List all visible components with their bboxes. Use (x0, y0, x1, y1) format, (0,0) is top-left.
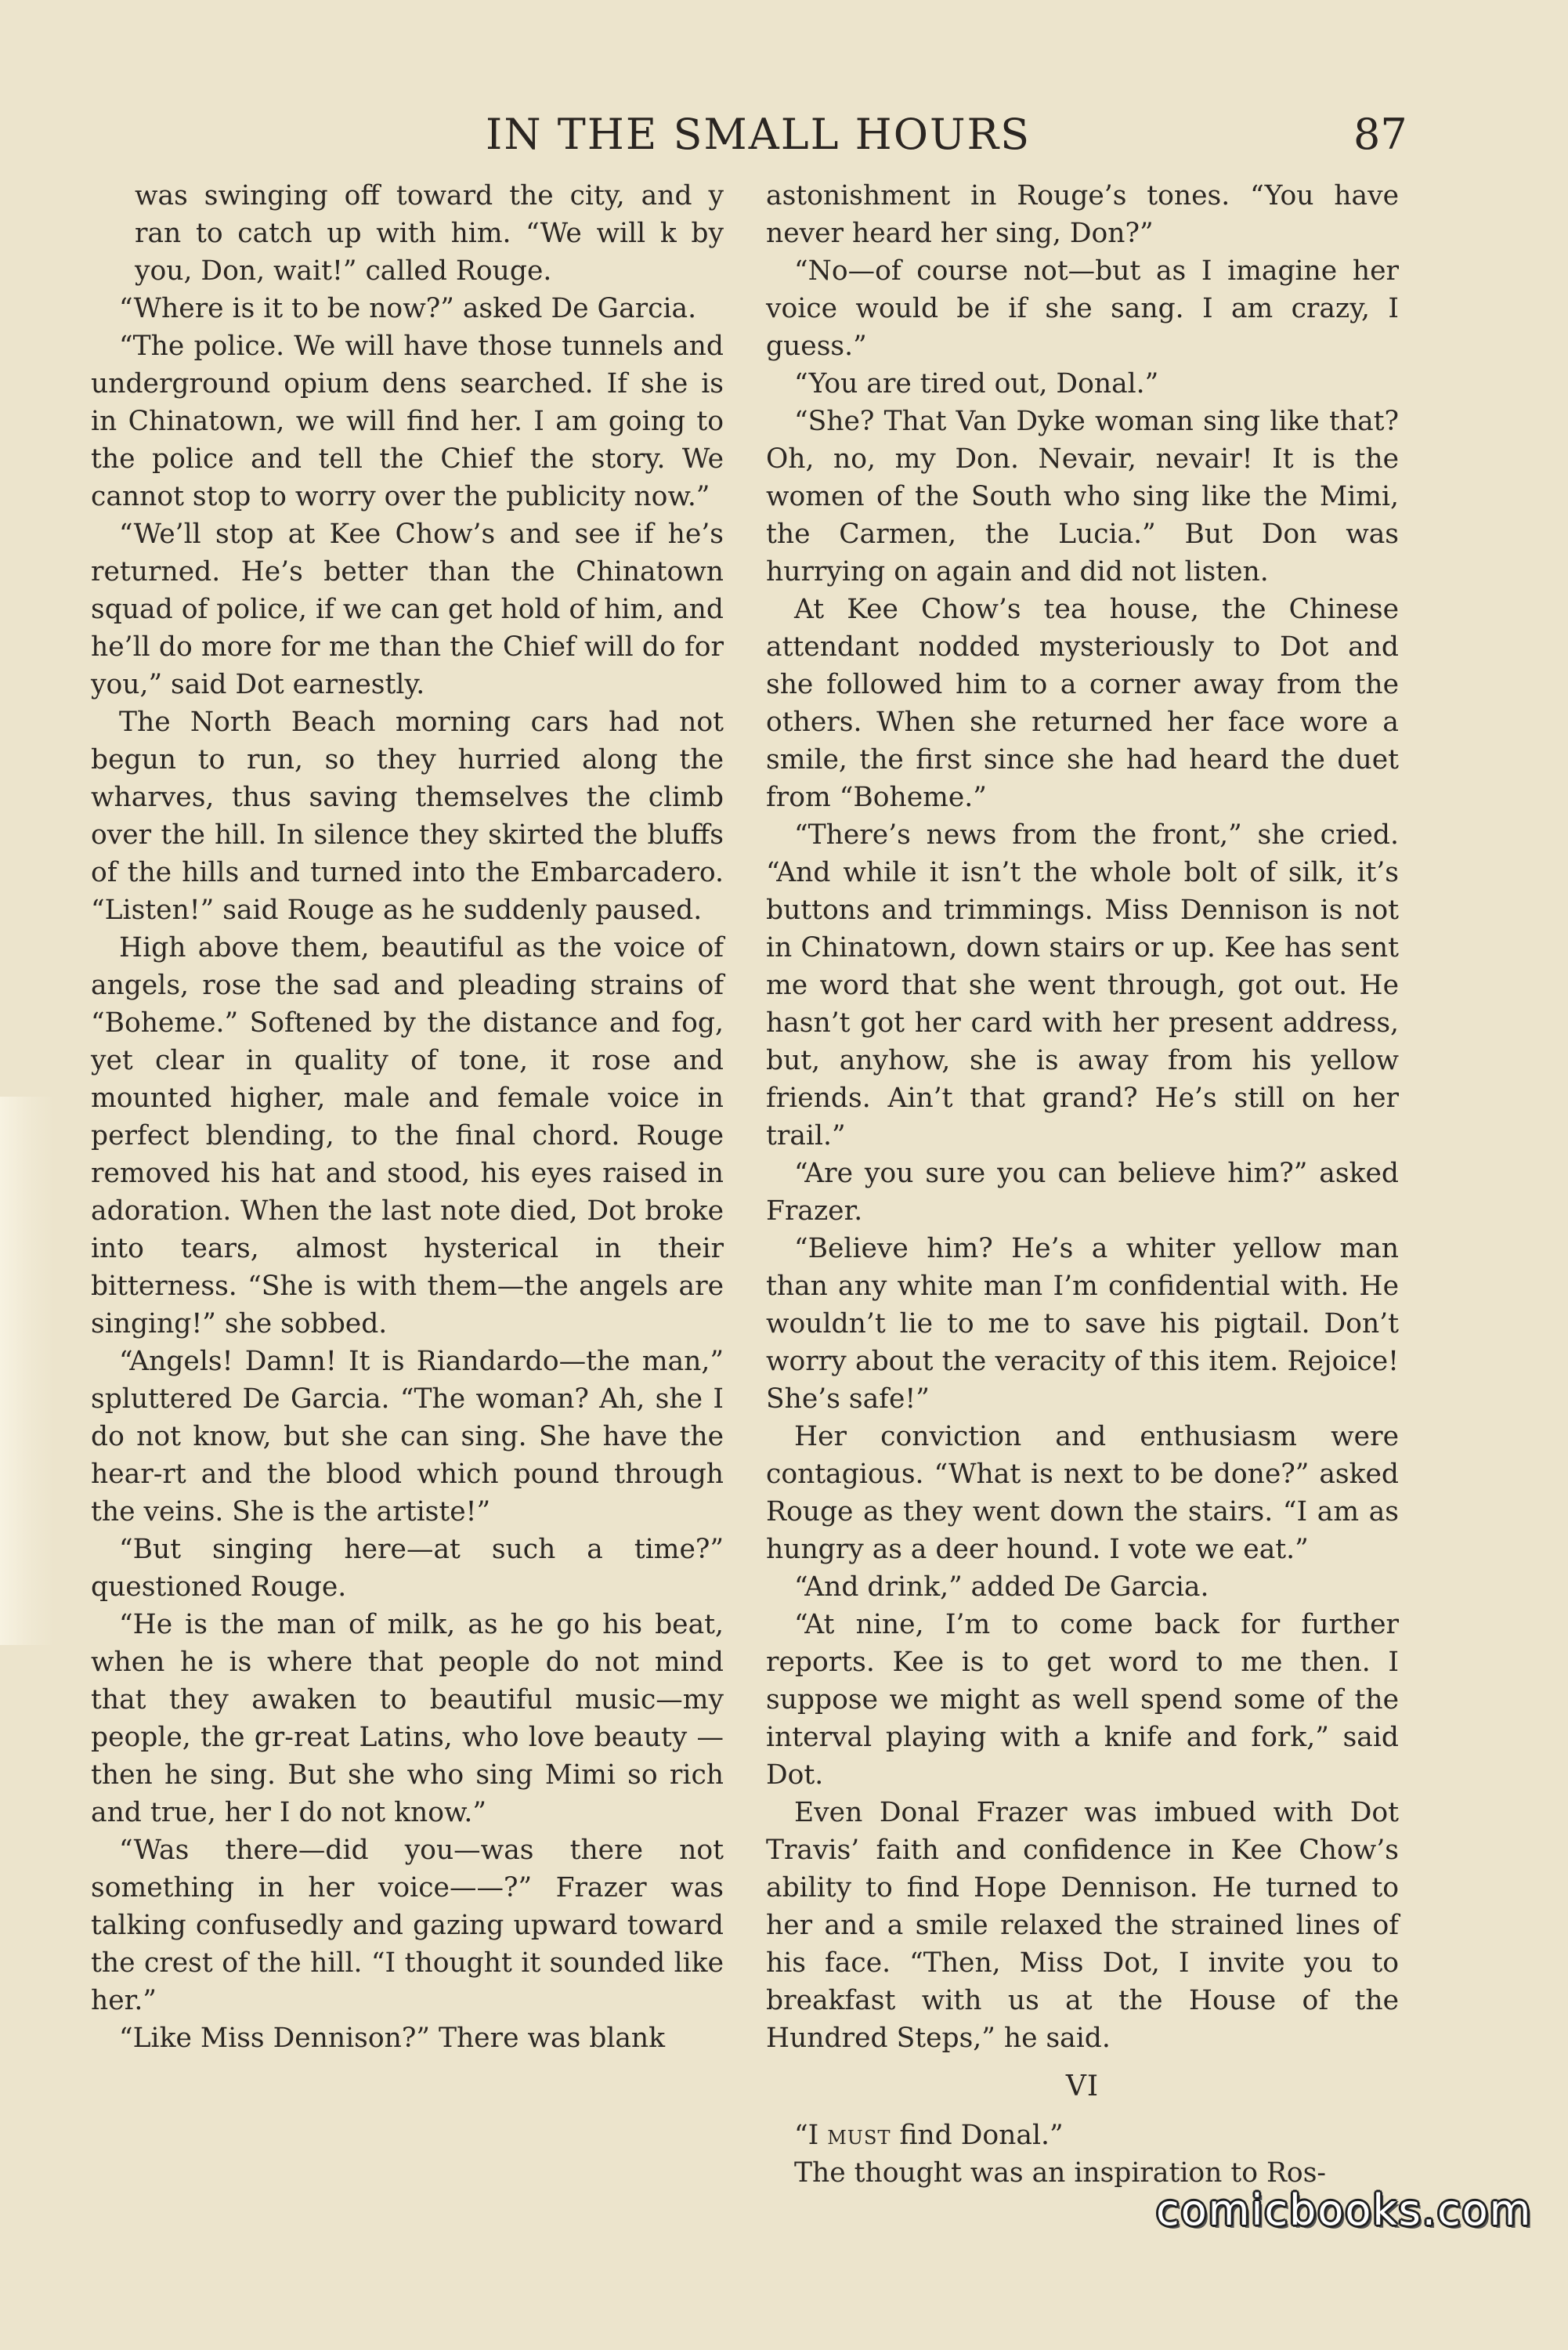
paragraph: “Angels! Damn! It is Riandardo—the man,” spluttered De Garcia. “The woman? Ah, she I do not know, but she can sing. She have the hear-rt and the blood which pound through the veins. She is the artiste!” (91, 1346, 724, 1528)
right-column (766, 177, 1399, 2192)
paragraph (766, 2117, 1399, 2154)
small-caps-word: must (827, 2120, 891, 2151)
running-title: IN THE SMALL HOURS (486, 110, 1031, 159)
quote-close: find Donal.” (891, 2120, 1064, 2151)
torn-page-edge (0, 1097, 55, 1645)
section-heading: VI (1065, 2070, 1100, 2102)
paragraph: “Believe him? He’s a whiter yellow man than any white man I’m confidential with. He wouldn’t lie to me to save his pigtail. Don’t worry about the veracity of this item. Rejoice! She’s safe!” (766, 1233, 1399, 1415)
paragraph: Her conviction and enthusiasm were contagious. “What is next to be done?” asked Rouge as they went down the stairs. “I am as hungry as a deer hound. I vote we eat.” (766, 1421, 1399, 1565)
paragraph: “She? That Van Dyke woman sing like that? Oh, no, my Don. Nevair, nevair! It is the women of the South who sing like the Mimi, the Carmen, the Lucia.” But Don was hurrying on again and did not listen. (766, 406, 1399, 588)
paragraph: “No—of course not—but as I imagine her voice would be if she sang. I am crazy, I guess.” (766, 255, 1399, 362)
paragraph: “There’s news from the front,” she cried. “And while it isn’t the whole bolt of silk, it’s buttons and trimmings. Miss Dennison is not in Chinatown, down stairs or up. Kee has sent me word that she went through, got out. He hasn’t got her card with her present address, but, anyhow, she is away from his yellow friends. Ain’t that grand? He’s still on her trail.” (766, 819, 1399, 1152)
paragraph: “And drink,” added De Garcia. (794, 1571, 1209, 1603)
paragraph: “We’ll stop at Kee Chow’s and see if he’s returned. He’s better than the Chinatown squad of police, if we can get hold of him, and he’ll do more for me than the Chief will do for you,” said Dot earnestly. (91, 519, 724, 700)
quote-open: “I (794, 2120, 828, 2151)
paragraph: “Where is it to be now?” asked De Garcia. (119, 293, 697, 324)
paragraph: astonishment in Rouge’s tones. “You have never heard her sing, Don?” (766, 180, 1399, 249)
paragraph: was swinging off toward the city, and y ran to catch up with him. “We will k by you, Don, wait!” called Rouge. (135, 180, 724, 287)
paragraph: “You are tired out, Donal.” (794, 368, 1159, 400)
page-header (0, 110, 1568, 172)
paragraph: “Like Miss Dennison?” There was blank (119, 2023, 666, 2054)
left-column (91, 177, 724, 2057)
paragraph: Even Donal Frazer was imbued with Dot Travis’ faith and confidence in Kee Chow’s ability to find Hope Dennison. He turned to her and a smile relaxed the strained lines of his face. “Then, Miss Dot, I invite you to breakfast with us at the House of the Hundred Steps,” he said. (766, 1797, 1399, 2054)
paragraph: “But singing here—at such a time?” questioned Rouge. (91, 1534, 724, 1603)
paragraph: “At nine, I’m to come back for further reports. Kee is to get word to me then. I suppose we might as well spend some of the interval playing with a knife and fork,” said Dot. (766, 1609, 1399, 1791)
paragraph: The thought was an inspiration to Ros- (794, 2157, 1327, 2189)
paragraph: “Was there—did you—was there not something in her voice——?” Frazer was talking confusedly and gazing upward toward the crest of the hill. “I thought it sounded like her.” (91, 1835, 724, 2016)
paragraph: “He is the man of milk, as he go his beat, when he is where that people do not mind that they awaken to beautiful music—my people, the gr-reat Latins, who love beauty —then he sing. But she who sing Mimi so rich and true, her I do not know.” (91, 1609, 724, 1828)
page-number: 87 (1353, 110, 1407, 159)
paragraph: At Kee Chow’s tea house, the Chinese attendant nodded mysteriously to Dot and she followed him to a corner away from the others. When she returned her face wore a smile, the first since she had heard the duet from “Boheme.” (766, 594, 1399, 813)
watermark-logo: comicbooks.com (1156, 2186, 1533, 2235)
paragraph: “The police. We will have those tunnels and underground opium dens searched. If she is in Chinatown, we will find her. I am going to the police and tell the Chief the story. We cannot stop to worry over the publicity now.” (91, 331, 724, 512)
paragraph: High above them, beautiful as the voice of angels, rose the sad and pleading strains of “Boheme.” Softened by the distance and fog, yet clear in quality of tone, it rose and mounted higher, male and female voice in perfect blending, to the final chord. Rouge removed his hat and stood, his eyes raised in adoration. When the last note died, Dot broke into tears, almost hysterical in their bitterness. “She is with them—the angels are singing!” she sobbed. (91, 932, 724, 1340)
paragraph: The North Beach morning cars had not begun to run, so they hurried along the wharves, thus saving themselves the climb over the hill. In silence they skirted the bluffs of the hills and turned into the Embarcadero. “Listen!” said Rouge as he suddenly paused. (91, 707, 724, 926)
paragraph: “Are you sure you can believe him?” asked Frazer. (766, 1158, 1399, 1227)
